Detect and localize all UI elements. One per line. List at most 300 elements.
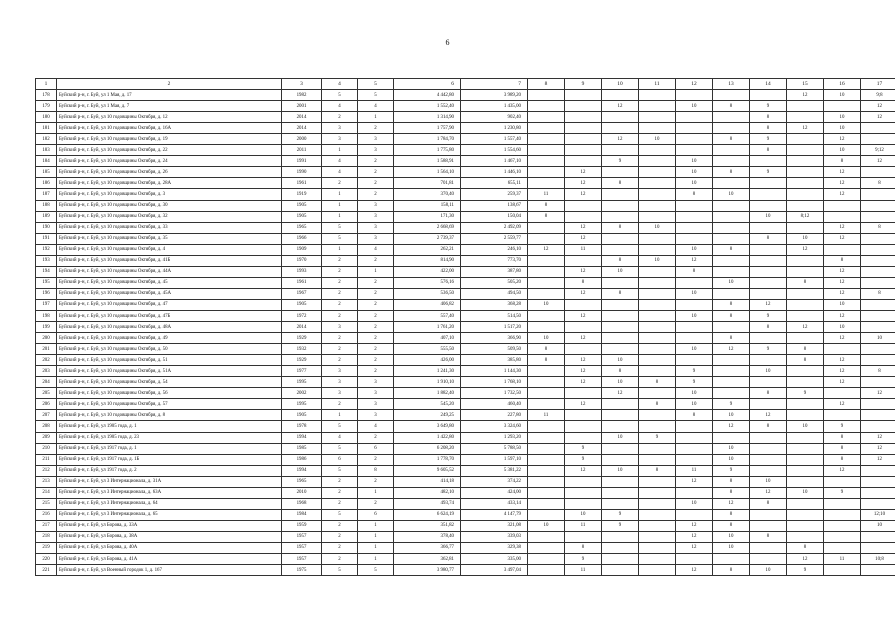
table-cell-col-15: [787, 134, 824, 145]
table-cell-col-7: 902,40: [461, 112, 528, 123]
table-cell-col-7: 424,00: [461, 487, 528, 498]
table-cell-col-4: 5: [322, 421, 358, 432]
table-cell-col-3: 1965: [282, 222, 322, 233]
table-cell-col-4: 2: [322, 288, 358, 299]
table-cell-col-6: 1 784,70: [394, 134, 461, 145]
table-cell-col-10: [602, 344, 639, 355]
table-cell-col-4: 2: [322, 310, 358, 321]
table-cell-col-8: [528, 90, 565, 101]
table-cell-col-3: 1957: [282, 554, 322, 565]
table-cell-col-8: [528, 454, 565, 465]
table-cell-col-11: [639, 322, 676, 333]
table-cell-col-6: 576,16: [394, 277, 461, 288]
table-cell-col-6: 171,30: [394, 211, 461, 222]
table-cell-col-5: 1: [358, 554, 394, 565]
table-cell-col-8: [528, 509, 565, 520]
table-cell-col-17: 8: [861, 222, 895, 233]
table-cell-col-9: [565, 432, 602, 443]
table-cell-col-14: [750, 178, 787, 189]
table-cell-col-2: 2: [57, 79, 282, 90]
table-cell-col-13: [713, 222, 750, 233]
table-cell-col-5: 2: [358, 454, 394, 465]
table-cell-col-8: 12: [528, 244, 565, 255]
table-cell-col-15: 12: [787, 554, 824, 565]
table-cell-col-17: [861, 233, 895, 244]
table-cell-col-11: 10: [639, 134, 676, 145]
table-cell-col-11: [639, 366, 676, 377]
table-row: [36, 487, 895, 498]
table-cell-col-14: 12: [750, 410, 787, 421]
table-cell-col-2: Буйский р-н, г. Буй, ул 10 годовщины Октября, д. 51: [57, 355, 282, 366]
table-cell-col-5: 2: [358, 366, 394, 377]
table-cell-col-17: 17: [861, 79, 895, 90]
table-cell-col-6: 1 422,80: [394, 432, 461, 443]
table-cell-col-1: 192: [36, 244, 57, 255]
table-cell-col-3: 1995: [282, 399, 322, 410]
table-cell-col-11: [639, 178, 676, 189]
table-cell-col-3: 2001: [282, 101, 322, 112]
table-cell-col-1: 190: [36, 222, 57, 233]
table-cell-col-3: 2014: [282, 322, 322, 333]
table-cell-col-1: 1: [36, 79, 57, 90]
table-cell-col-7: 321,08: [461, 520, 528, 531]
table-cell-col-1: 217: [36, 520, 57, 531]
table-cell-col-14: [750, 333, 787, 344]
table-cell-col-17: [861, 465, 895, 476]
table-cell-col-8: 11: [528, 410, 565, 421]
table-cell-col-12: 10: [676, 344, 713, 355]
table-cell-col-11: [639, 554, 676, 565]
table-cell-col-13: 12: [713, 421, 750, 432]
table-cell-col-8: [528, 565, 565, 576]
table-cell-col-8: [528, 222, 565, 233]
table-cell-col-8: [528, 310, 565, 321]
table-row: [36, 90, 895, 101]
table-cell-col-11: [639, 498, 676, 509]
table-cell-col-14: [750, 399, 787, 410]
table-cell-col-7: 385,80: [461, 355, 528, 366]
table-cell-col-7: 1 467,10: [461, 156, 528, 167]
table-cell-col-5: 2: [358, 344, 394, 355]
table-cell-col-15: 8: [787, 344, 824, 355]
table-cell-col-13: [713, 255, 750, 266]
table-cell-col-1: 179: [36, 101, 57, 112]
table-cell-col-10: 8: [602, 178, 639, 189]
table-cell-col-12: 12: [676, 531, 713, 542]
table-cell-col-2: Буйский р-н, г. Буй, ул 10 годовщины Октября, д. 47Б: [57, 310, 282, 321]
table-cell-col-4: 1: [322, 244, 358, 255]
table-cell-col-5: 3: [358, 145, 394, 156]
table-cell-col-1: 218: [36, 531, 57, 542]
table-cell-col-16: 9: [824, 487, 861, 498]
table-cell-col-4: 1: [322, 410, 358, 421]
table-cell-col-7: 7: [461, 79, 528, 90]
table-cell-col-4: 5: [322, 90, 358, 101]
table-cell-col-15: [787, 156, 824, 167]
table-cell-col-13: [713, 554, 750, 565]
table-cell-col-12: [676, 299, 713, 310]
table-cell-col-4: 2: [322, 399, 358, 410]
table-cell-col-11: [639, 454, 676, 465]
table-cell-col-9: [565, 145, 602, 156]
table-cell-col-3: 3: [282, 79, 322, 90]
table-cell-col-4: 5: [322, 509, 358, 520]
table-cell-col-10: [602, 189, 639, 200]
table-cell-col-13: [713, 233, 750, 244]
table-cell-col-8: 10: [528, 333, 565, 344]
table-cell-col-12: [676, 200, 713, 211]
table-cell-col-12: [676, 432, 713, 443]
table-cell-col-11: [639, 421, 676, 432]
table-cell-col-14: 8: [750, 123, 787, 134]
table-cell-col-2: Буйский р-н, г. Буй, ул 10 годовщины Октября, д. 24: [57, 156, 282, 167]
table-cell-col-16: 12: [824, 366, 861, 377]
table-cell-col-11: [639, 189, 676, 200]
table-cell-col-9: 9: [565, 554, 602, 565]
table-cell-col-17: [861, 531, 895, 542]
table-cell-col-4: 5: [322, 233, 358, 244]
table-cell-col-2: Буйский р-н, г. Буй, ул 10 годовщины Октября, д. 33: [57, 222, 282, 233]
table-cell-col-12: 12: [676, 542, 713, 553]
table-cell-col-9: [565, 112, 602, 123]
table-cell-col-2: Буйский р-н, г. Буй, ул 10 годовщины Октября, д. 47: [57, 299, 282, 310]
table-cell-col-5: 3: [358, 233, 394, 244]
table-cell-col-9: [565, 90, 602, 101]
table-cell-col-3: 1957: [282, 531, 322, 542]
table-cell-col-1: 183: [36, 145, 57, 156]
table-cell-col-17: 9;12: [861, 145, 895, 156]
table-cell-col-2: Буйский р-н, г. Буй, ул 10 годовщины Октября, д. 56: [57, 388, 282, 399]
table-cell-col-12: 12: [676, 565, 713, 576]
table-cell-col-10: 12: [602, 101, 639, 112]
table-cell-col-16: 12: [824, 233, 861, 244]
table-cell-col-15: [787, 288, 824, 299]
table-cell-col-14: [750, 443, 787, 454]
table-cell-col-10: [602, 333, 639, 344]
table-cell-col-14: [750, 432, 787, 443]
table-cell-col-4: 5: [322, 465, 358, 476]
table-cell-col-1: 220: [36, 554, 57, 565]
table-cell-col-6: 6: [394, 79, 461, 90]
table-cell-col-1: 204: [36, 377, 57, 388]
table-cell-col-11: [639, 101, 676, 112]
table-cell-col-16: [824, 388, 861, 399]
table-cell-col-14: 12: [750, 299, 787, 310]
table-cell-col-13: 8: [713, 244, 750, 255]
table-cell-col-9: [565, 531, 602, 542]
table-cell-col-10: [602, 90, 639, 101]
table-cell-col-9: 12: [565, 377, 602, 388]
table-cell-col-4: 1: [322, 200, 358, 211]
table-cell-col-1: 188: [36, 200, 57, 211]
table-cell-col-1: 191: [36, 233, 57, 244]
table-cell-col-4: 3: [322, 388, 358, 399]
table-cell-col-2: Буйский р-н, г. Буй, ул 10 годовщины Октября, д. 54: [57, 377, 282, 388]
table-cell-col-8: [528, 322, 565, 333]
table-cell-col-13: [713, 266, 750, 277]
table-row: [36, 134, 895, 145]
table-cell-col-9: [565, 200, 602, 211]
table-cell-col-4: 4: [322, 79, 358, 90]
table-row: [36, 277, 895, 288]
table-cell-col-15: [787, 520, 824, 531]
table-cell-col-6: 1 910,10: [394, 377, 461, 388]
table-cell-col-4: 5: [322, 443, 358, 454]
table-cell-col-5: 2: [358, 310, 394, 321]
table-cell-col-10: [602, 476, 639, 487]
table-cell-col-5: 2: [358, 498, 394, 509]
table-cell-col-8: [528, 421, 565, 432]
table-cell-col-6: 2 668,69: [394, 222, 461, 233]
table-cell-col-1: 195: [36, 277, 57, 288]
table-cell-col-15: [787, 443, 824, 454]
table-cell-col-4: 1: [322, 211, 358, 222]
table-cell-col-12: 10: [676, 178, 713, 189]
table-cell-col-9: 12: [565, 333, 602, 344]
table-cell-col-1: 184: [36, 156, 57, 167]
table-cell-col-1: 200: [36, 333, 57, 344]
table-cell-col-16: 10: [824, 112, 861, 123]
table-cell-col-8: 11: [528, 189, 565, 200]
table-cell-col-11: [639, 355, 676, 366]
table-cell-col-1: 214: [36, 487, 57, 498]
table-cell-col-11: [639, 156, 676, 167]
table-cell-col-8: [528, 554, 565, 565]
table-cell-col-7: 1 293,20: [461, 432, 528, 443]
table-cell-col-9: 11: [565, 520, 602, 531]
table-cell-col-10: [602, 421, 639, 432]
table-cell-col-3: 1978: [282, 421, 322, 432]
table-cell-col-13: 8: [713, 333, 750, 344]
table-row: [36, 266, 895, 277]
table-cell-col-10: [602, 542, 639, 553]
table-row: [36, 244, 895, 255]
table-cell-col-13: 8: [713, 520, 750, 531]
table-cell-col-6: 6 208,20: [394, 443, 461, 454]
table-cell-col-11: 11: [639, 79, 676, 90]
table-cell-col-2: Буйский р-н, г. Буй, ул 10 годовщины Октября, д. 57: [57, 399, 282, 410]
table-cell-col-14: 8: [750, 322, 787, 333]
table-cell-col-3: 1909: [282, 244, 322, 255]
table-cell-col-11: 9: [639, 432, 676, 443]
table-cell-col-7: 655,11: [461, 178, 528, 189]
table-cell-col-7: 509,50: [461, 344, 528, 355]
table-cell-col-2: Буйский р-н, г. Буй, ул 10 годовщины Октября, д. 41Б: [57, 255, 282, 266]
table-cell-col-16: 8: [824, 454, 861, 465]
table-cell-col-17: [861, 266, 895, 277]
table-cell-col-2: Буйский р-н, г. Буй, ул 10 годовщины Октября, д. 22: [57, 145, 282, 156]
table-cell-col-3: 2000: [282, 134, 322, 145]
table-cell-col-7: 227,80: [461, 410, 528, 421]
table-cell-col-6: 814,90: [394, 255, 461, 266]
table-cell-col-16: [824, 476, 861, 487]
table-cell-col-2: Буйский р-н, г. Буй, ул 10 годовщины Октября, д. 3: [57, 189, 282, 200]
table-cell-col-3: 1982: [282, 90, 322, 101]
table-cell-col-3: 1968: [282, 498, 322, 509]
table-cell-col-14: [750, 255, 787, 266]
table-cell-col-14: 8: [750, 112, 787, 123]
table-row: [36, 211, 895, 222]
table-cell-col-2: Буйский р-н, г. Буй, ул 3 Интернационала, д. 65: [57, 509, 282, 520]
table-cell-col-16: 11: [824, 554, 861, 565]
table-cell-col-8: [528, 476, 565, 487]
table-cell-col-8: [528, 156, 565, 167]
table-cell-col-13: [713, 211, 750, 222]
table-cell-col-11: [639, 299, 676, 310]
table-cell-col-2: Буйский р-н, г. Буй, ул 3 Интернационала, д. 64: [57, 498, 282, 509]
table-cell-col-13: 10: [713, 542, 750, 553]
table-row: [36, 421, 895, 432]
table-cell-col-4: 2: [322, 487, 358, 498]
table-cell-col-5: 2: [358, 355, 394, 366]
table-cell-col-14: 8: [750, 421, 787, 432]
table-cell-col-7: 1 230,80: [461, 123, 528, 134]
table-cell-col-10: 8: [602, 288, 639, 299]
table-row: [36, 233, 895, 244]
table-cell-col-3: 1919: [282, 189, 322, 200]
table-cell-col-3: 1993: [282, 266, 322, 277]
table-cell-col-7: 505,20: [461, 277, 528, 288]
table-cell-col-8: [528, 498, 565, 509]
table-cell-col-4: 2: [322, 277, 358, 288]
table-cell-col-7: 339,03: [461, 531, 528, 542]
table-cell-col-2: Буйский р-н, г. Буй, ул 10 годовщины Октября, д. 16А: [57, 123, 282, 134]
table-cell-col-10: [602, 531, 639, 542]
table-cell-col-16: [824, 509, 861, 520]
table-cell-col-14: [750, 355, 787, 366]
table-cell-col-13: 9: [713, 399, 750, 410]
table-cell-col-16: 12: [824, 310, 861, 321]
table-cell-col-17: [861, 542, 895, 553]
table-cell-col-9: [565, 101, 602, 112]
table-cell-col-17: 10: [861, 333, 895, 344]
table-cell-col-10: 8: [602, 222, 639, 233]
table-cell-col-2: Буйский р-н, г. Буй, ул 10 годовщины Октября, д. 50: [57, 344, 282, 355]
table-cell-col-15: [787, 366, 824, 377]
table-cell-col-3: 2014: [282, 123, 322, 134]
table-cell-col-3: 1977: [282, 366, 322, 377]
table-cell-col-15: [787, 498, 824, 509]
table-cell-col-13: [713, 288, 750, 299]
table-cell-col-5: 4: [358, 421, 394, 432]
table-cell-col-4: 2: [322, 531, 358, 542]
table-cell-col-12: 10: [676, 101, 713, 112]
table-cell-col-16: 16: [824, 79, 861, 90]
table-cell-col-6: 366,77: [394, 542, 461, 553]
table-cell-col-16: 8: [824, 255, 861, 266]
table-cell-col-8: [528, 443, 565, 454]
table-row: [36, 288, 895, 299]
table-cell-col-4: 4: [322, 101, 358, 112]
table-cell-col-16: [824, 211, 861, 222]
table-cell-col-10: [602, 565, 639, 576]
table-cell-col-7: 3 497,04: [461, 565, 528, 576]
table-cell-col-16: 8: [824, 432, 861, 443]
table-cell-col-5: 5: [358, 90, 394, 101]
table-cell-col-15: [787, 145, 824, 156]
table-cell-col-6: 2 739,37: [394, 233, 461, 244]
table-cell-col-5: 3: [358, 410, 394, 421]
table-cell-col-10: [602, 200, 639, 211]
table-cell-col-10: 12: [602, 388, 639, 399]
table-cell-col-13: 8: [713, 509, 750, 520]
table-cell-col-5: 6: [358, 509, 394, 520]
table-cell-col-10: [602, 454, 639, 465]
table-cell-col-11: [639, 565, 676, 576]
table-row: [36, 554, 895, 565]
table-cell-col-13: [713, 200, 750, 211]
table-cell-col-12: 12: [676, 520, 713, 531]
table-cell-col-4: 4: [322, 167, 358, 178]
table-cell-col-11: [639, 167, 676, 178]
table-cell-col-12: 12: [676, 255, 713, 266]
table-cell-col-10: [602, 322, 639, 333]
table-cell-col-17: 12: [861, 388, 895, 399]
table-cell-col-9: 12: [565, 355, 602, 366]
table-cell-col-12: [676, 134, 713, 145]
table-cell-col-10: [602, 299, 639, 310]
table-cell-col-6: 362,81: [394, 554, 461, 565]
table-cell-col-14: [750, 377, 787, 388]
table-cell-col-6: 9 605,52: [394, 465, 461, 476]
table-cell-col-10: 9: [602, 156, 639, 167]
table-cell-col-16: [824, 200, 861, 211]
table-cell-col-2: Буйский р-н, г. Буй, ул Борова, д. 33А: [57, 520, 282, 531]
table-cell-col-7: 433,14: [461, 498, 528, 509]
table-cell-col-12: 10: [676, 244, 713, 255]
table-cell-col-2: Буйский р-н, г. Буй, ул 10 годовщины Октября, д. 28А: [57, 178, 282, 189]
table-cell-col-13: [713, 178, 750, 189]
table-cell-col-2: Буйский р-н, г. Буй, ул 10 годовщины Октября, д. 49: [57, 333, 282, 344]
table-cell-col-13: [713, 366, 750, 377]
table-cell-col-16: 10: [824, 145, 861, 156]
table-cell-col-2: Буйский р-н, г. Буй, ул Борова, д. 41А: [57, 554, 282, 565]
table-cell-col-6: 1 241,30: [394, 366, 461, 377]
table-cell-col-12: 8: [676, 410, 713, 421]
housing-register-table: [35, 78, 895, 576]
table-cell-col-17: [861, 410, 895, 421]
table-cell-col-13: 8: [713, 476, 750, 487]
table-cell-col-4: 2: [322, 255, 358, 266]
table-cell-col-13: 8: [713, 299, 750, 310]
table-cell-col-11: [639, 112, 676, 123]
table-cell-col-12: [676, 554, 713, 565]
table-cell-col-9: 12: [565, 233, 602, 244]
table-cell-col-11: 10: [639, 222, 676, 233]
table-cell-col-4: 1: [322, 189, 358, 200]
table-cell-col-7: 1 732,50: [461, 388, 528, 399]
table-row: [36, 333, 895, 344]
table-cell-col-7: 494,50: [461, 288, 528, 299]
table-cell-col-1: 182: [36, 134, 57, 145]
table-cell-col-3: 1959: [282, 520, 322, 531]
table-cell-col-8: [528, 487, 565, 498]
table-cell-col-6: 1 564,10: [394, 167, 461, 178]
table-cell-col-14: 8: [750, 233, 787, 244]
table-cell-col-3: 2002: [282, 388, 322, 399]
table-cell-col-4: 2: [322, 266, 358, 277]
table-cell-col-14: [750, 200, 787, 211]
table-cell-col-2: Буйский р-н, г. Буй, ул Борова, д. 38А: [57, 531, 282, 542]
table-cell-col-5: 1: [358, 112, 394, 123]
table-cell-col-5: 1: [358, 520, 394, 531]
table-cell-col-6: 378,40: [394, 531, 461, 542]
table-cell-col-14: [750, 542, 787, 553]
table-cell-col-7: 4 147,79: [461, 509, 528, 520]
table-cell-col-8: 8: [528, 200, 565, 211]
table-cell-col-13: 8: [713, 101, 750, 112]
table-cell-col-1: 216: [36, 509, 57, 520]
